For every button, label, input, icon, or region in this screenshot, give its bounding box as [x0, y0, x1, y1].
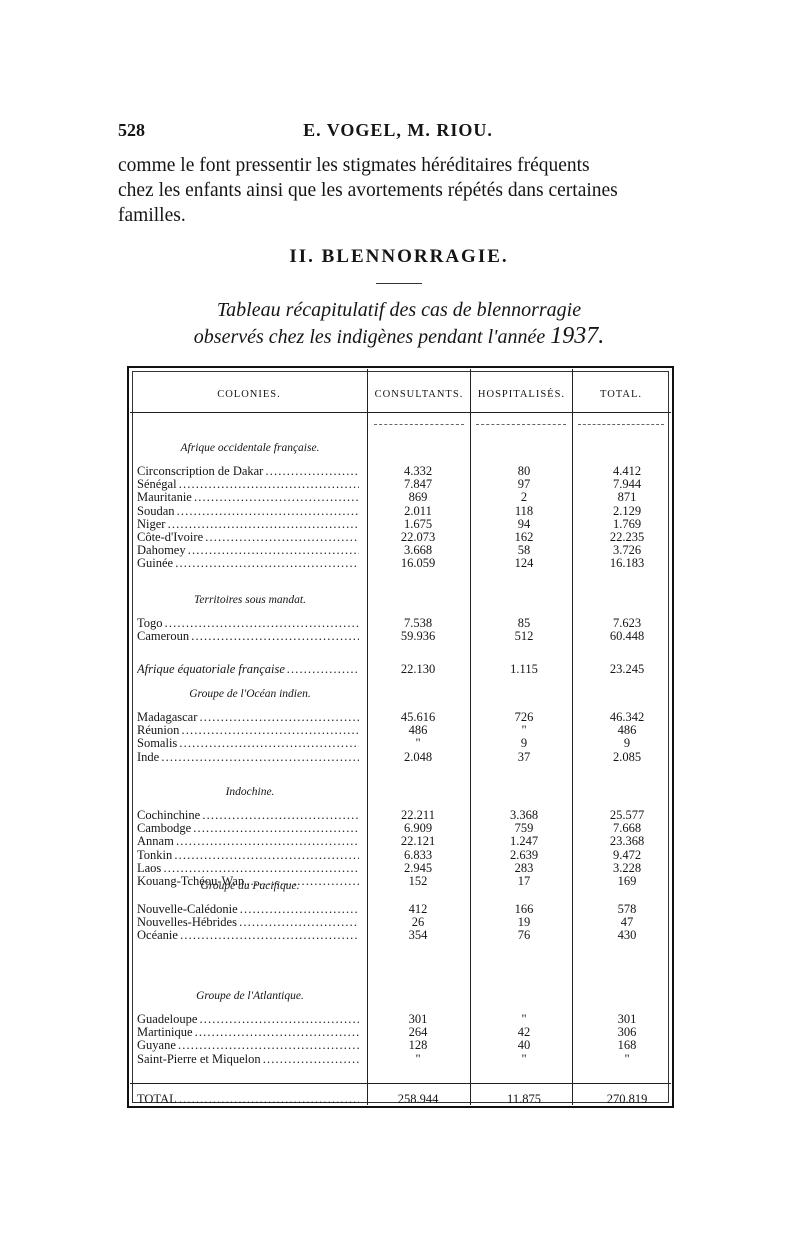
hospitalises-value: 40 — [517, 1038, 531, 1053]
colony-name: Guyane . . . — [137, 1038, 359, 1053]
total-value: 1.769 — [612, 516, 642, 531]
total-rule — [130, 1083, 671, 1084]
caption-line-2: observés chez les indigènes pendant l'année — [193, 326, 546, 348]
table-row — [137, 915, 671, 928]
section-title: II. BLENNORRAGIE. — [289, 246, 509, 267]
hospitalises-value: " — [521, 723, 527, 738]
hospitalises-value: 76 — [517, 928, 531, 943]
total-value: 871 — [617, 490, 637, 505]
consultants-value: 6.909 — [403, 821, 433, 836]
colony-name: Laos . . . — [137, 861, 359, 876]
colony-name: Kouang-Tchéou-Wan . . . — [137, 874, 359, 889]
hospitalises-value: 512 — [514, 629, 534, 644]
total-value: 2.129 — [612, 503, 642, 518]
group-heading: Groupe de l'Atlantique. — [196, 990, 304, 1002]
hospitalises-value: " — [521, 1051, 527, 1066]
hospitalises-value: 19 — [517, 915, 531, 930]
colony-name: Inde . . . — [137, 750, 359, 765]
table-row — [137, 530, 671, 543]
table-row — [137, 556, 671, 569]
hospitalises-value: 37 — [517, 749, 531, 764]
table-row — [137, 808, 671, 821]
table-row — [137, 928, 671, 941]
paragraph-line: chez les enfants ainsi que les avortements répétés dans certaines — [118, 180, 618, 201]
total-value: 4.412 — [612, 464, 642, 478]
consultants-value: 128 — [408, 1038, 428, 1053]
caption-year: 1937. — [550, 323, 605, 349]
total-value: 168 — [617, 1038, 637, 1053]
hospitalises-value: 283 — [514, 860, 534, 875]
table-row — [137, 464, 671, 477]
consultants-value: 412 — [408, 902, 428, 916]
table-row — [137, 662, 671, 675]
colony-name: Cochinchine . . . — [137, 808, 359, 823]
table-row — [137, 736, 671, 749]
total-value: 3.228 — [612, 860, 642, 875]
total-value: 169 — [617, 874, 637, 888]
table-row — [137, 834, 671, 847]
col-header-colonies: COLONIES. — [217, 389, 281, 400]
consultants-value: " — [415, 1051, 421, 1066]
table-row — [137, 616, 671, 629]
hospitalises-value: 58 — [517, 543, 531, 558]
group-heading: Afrique occidentale française. — [180, 442, 320, 454]
total-row — [137, 1092, 671, 1105]
total-value: 7.623 — [612, 616, 642, 630]
total-value: 16.183 — [609, 556, 645, 571]
total-value: 270.819 — [606, 1092, 648, 1106]
consultants-value: 354 — [408, 928, 428, 943]
colony-name: Afrique équatoriale française . . . — [137, 662, 359, 677]
table-row — [137, 1025, 671, 1038]
total-value: 2.085 — [612, 749, 642, 764]
hospitalises-value: 3.368 — [509, 808, 539, 822]
total-value: 47 — [620, 915, 634, 930]
table-row — [137, 1012, 671, 1025]
hospitalises-value: 80 — [517, 464, 531, 478]
colony-name: Soudan . . . — [137, 504, 359, 519]
table-row — [137, 750, 671, 763]
hospitalises-value: 42 — [517, 1025, 531, 1040]
table-caption — [118, 297, 680, 350]
hospitalises-value: 124 — [514, 556, 534, 571]
colony-name: Côte-d'Ivoire . . . — [137, 530, 359, 545]
group-heading: Groupe de l'Océan indien. — [189, 688, 311, 700]
table-row — [137, 477, 671, 490]
consultants-value: 258.944 — [397, 1092, 439, 1106]
table-row — [137, 902, 671, 915]
total-value: 22.235 — [609, 530, 645, 544]
table-row — [137, 710, 671, 723]
consultants-value: 26 — [411, 915, 425, 930]
hospitalises-value: 9 — [520, 736, 528, 751]
consultants-value: 22.211 — [401, 808, 435, 822]
colony-name: Cameroun . . . — [137, 629, 359, 644]
hospitalises-value: 85 — [517, 616, 531, 630]
consultants-value: 22.073 — [400, 530, 436, 544]
consultants-value: 2.945 — [403, 860, 433, 875]
consultants-value: 2.048 — [403, 749, 433, 764]
consultants-value: 264 — [408, 1025, 428, 1040]
running-head: E. VOGEL, M. RIOU. — [303, 120, 493, 140]
col-header-hospitalises: HOSPITALISÉS. — [477, 389, 566, 400]
consultants-value: 7.847 — [403, 477, 433, 492]
group-heading: Groupe du Pacifique. — [200, 880, 300, 892]
colony-name: Martinique . . . — [137, 1025, 359, 1040]
colony-name: Guinée . . . — [137, 556, 359, 571]
header-rule — [130, 412, 671, 413]
table-row — [137, 629, 671, 642]
consultants-value: 4.332 — [403, 464, 433, 478]
hospitalises-value: 759 — [514, 821, 534, 836]
paragraph-line: comme le font pressentir les stigmates héréditaires fréquents — [118, 155, 590, 176]
consultants-value: 869 — [408, 490, 428, 505]
colony-name: Circonscription de Dakar . . . — [137, 464, 359, 479]
consultants-value: 22.121 — [400, 834, 436, 849]
table-row — [137, 490, 671, 503]
colony-name: Océanie . . . — [137, 928, 359, 943]
colony-name: Somalis . . . — [137, 736, 359, 751]
separator-dashes — [374, 424, 464, 425]
separator-dashes — [578, 424, 664, 425]
colony-name: Madagascar . . . — [137, 710, 359, 725]
consultants-value: 59.936 — [400, 629, 436, 644]
colony-name: Nouvelle-Calédonie . . . — [137, 902, 359, 917]
total-value: 486 — [617, 723, 637, 738]
colony-name: Cambodge . . . — [137, 821, 359, 836]
separator-dashes — [476, 424, 566, 425]
total-value: 7.668 — [612, 821, 642, 836]
total-value: 9 — [623, 736, 631, 751]
consultants-value: 1.675 — [403, 516, 433, 531]
colony-name: Dahomey . . . — [137, 543, 359, 558]
consultants-value: 7.538 — [403, 616, 433, 630]
consultants-value: 6.833 — [403, 847, 433, 862]
hospitalises-value: 162 — [514, 530, 534, 544]
total-value: 3.726 — [612, 543, 642, 558]
table-row — [137, 504, 671, 517]
hospitalises-value: " — [521, 1012, 527, 1026]
total-value: 9.472 — [612, 847, 642, 862]
total-value: 23.368 — [609, 834, 645, 849]
colony-name: Saint-Pierre et Miquelon . . . — [137, 1052, 359, 1067]
total-value: 25.577 — [609, 808, 645, 822]
colony-name: Sénégal . . . — [137, 477, 359, 492]
consultants-value: 301 — [408, 1012, 428, 1026]
total-value: " — [624, 1051, 630, 1066]
total-value: 301 — [617, 1012, 637, 1026]
colony-name: Tonkin . . . — [137, 848, 359, 863]
colony-name: Mauritanie . . . — [137, 490, 359, 505]
consultants-value: 22.130 — [400, 662, 436, 676]
table-row — [137, 543, 671, 556]
consultants-value: 3.668 — [403, 543, 433, 558]
hospitalises-value: 1.115 — [510, 662, 538, 676]
col-header-consultants: CONSULTANTS. — [374, 389, 464, 400]
hospitalises-value: 2.639 — [509, 847, 539, 862]
consultants-value: 16.059 — [400, 556, 436, 571]
colony-name: TOTAL . . . — [137, 1092, 359, 1107]
table-row — [137, 821, 671, 834]
hospitalises-value: 118 — [514, 503, 534, 518]
paragraph-line: familles. — [118, 205, 186, 226]
hospitalises-value: 97 — [517, 477, 531, 492]
total-value: 306 — [617, 1025, 637, 1040]
consultants-value: 152 — [408, 874, 428, 888]
page-header — [118, 120, 678, 144]
total-value: 23.245 — [609, 662, 645, 676]
hospitalises-value: 726 — [514, 710, 534, 724]
hospitalises-value: 166 — [514, 902, 534, 916]
consultants-value: 486 — [408, 723, 428, 738]
total-value: 578 — [617, 902, 637, 916]
hospitalises-value: 1.247 — [509, 834, 539, 849]
table-row — [137, 861, 671, 874]
colony-name: Nouvelles-Hébrides . . . — [137, 915, 359, 930]
table-row — [137, 517, 671, 530]
hospitalises-value: 2 — [520, 490, 528, 505]
colony-name: Niger . . . — [137, 517, 359, 532]
hospitalises-value: 17 — [517, 874, 531, 888]
hospitalises-value: 94 — [517, 516, 531, 531]
total-value: 7.944 — [612, 477, 642, 492]
total-value: 46.342 — [609, 710, 645, 724]
hospitalises-value: 11.875 — [507, 1092, 541, 1106]
page-number: 528 — [118, 120, 145, 140]
body-paragraph — [118, 153, 680, 228]
consultants-value: 2.011 — [404, 503, 432, 518]
total-value: 60.448 — [609, 629, 645, 644]
table-row — [137, 848, 671, 861]
table-row — [137, 723, 671, 736]
colony-name: Togo . . . — [137, 616, 359, 631]
caption-line-1: Tableau récapitulatif des cas de blennorragie — [216, 299, 582, 321]
table-row — [137, 1038, 671, 1051]
title-rule — [376, 283, 422, 284]
colony-name: Guadeloupe . . . — [137, 1012, 359, 1027]
consultants-value: 45.616 — [400, 710, 436, 724]
total-value: 430 — [617, 928, 637, 943]
colony-name: Réunion . . . — [137, 723, 359, 738]
group-heading: Territoires sous mandat. — [194, 594, 306, 606]
col-header-total: TOTAL. — [599, 389, 642, 400]
consultants-value: " — [415, 736, 421, 751]
colony-name: Annam . . . — [137, 834, 359, 849]
table-row — [137, 1052, 671, 1065]
group-heading: Indochine. — [225, 786, 275, 798]
